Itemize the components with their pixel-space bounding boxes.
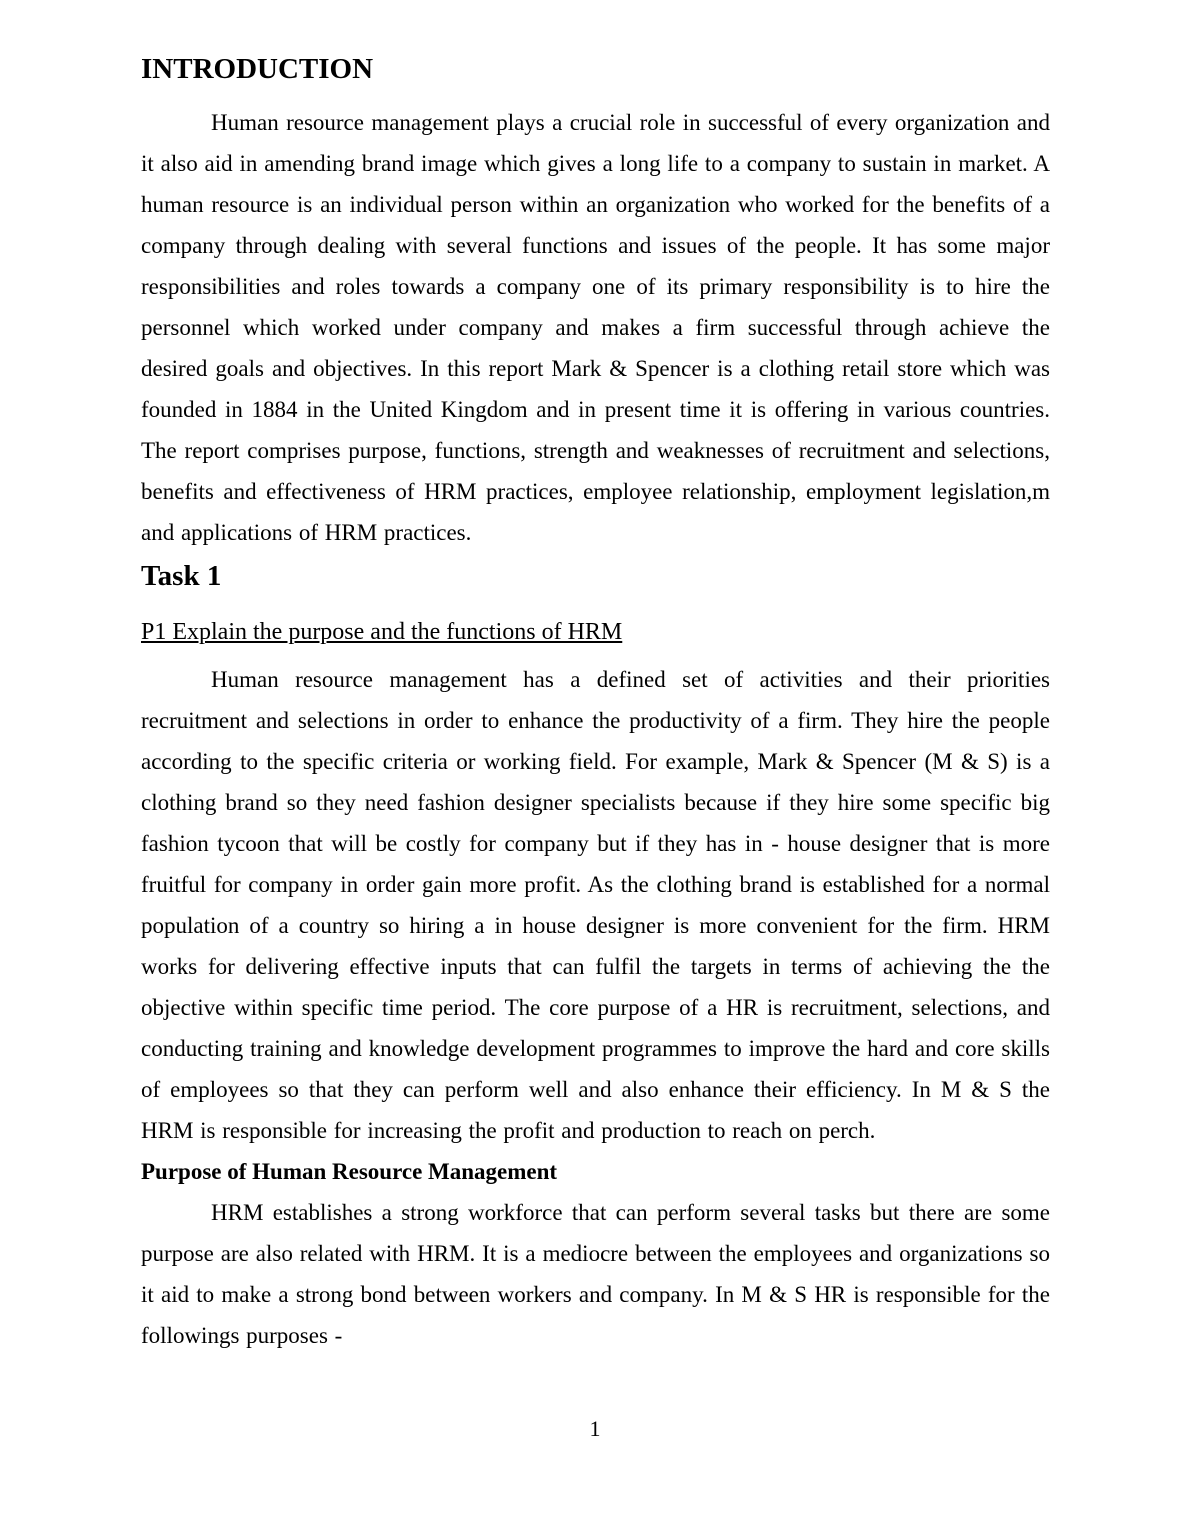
p1-paragraph: Human resource management has a defined set of activities and their priorities recruitment and selections in order to enhance the productivity of a firm. They hire the people according to the specific criteria or working field. For example, Mark & Spencer (M & S) is a clothing brand so they need fashion designer specialists because if they hire some specific big fashion tycoon that will be costly for company but if they has in - house designer that is more fruitful for company in order gain more profit. As the clothing brand is established for a normal population of a country so hiring a in house designer is more convenient for the firm. HRM works for delivering effective inputs that can fulfil the targets in terms of achieving the the objective within specific time period. The core purpose of a HR is recruitment, selections, and conducting training and knowledge development programmes to improve the hard and core skills of employees so that they can perform well and also enhance their efficiency. In M & S the HRM is responsible for increasing the profit and production to reach on perch. bbox=[141, 667, 1050, 1143]
page-number: 1 bbox=[589, 1416, 601, 1441]
purpose-paragraph: HRM establishes a strong workforce that can perform several tasks but there are some purpose are also related with HRM. It is a mediocre between the employees and organizations so it aid to make a strong bond between workers and company. In M & S HR is responsible for the followings purposes - bbox=[141, 1200, 1050, 1348]
introduction-paragraph: Human resource management plays a crucial role in successful of every organization and it also aid in amending brand image which gives a long life to a company to sustain in market. A human resource is an individual person within an organization who worked for the benefits of a company through dealing with several functions and issues of the people. It has some major responsibilities and roles towards a company one of its primary responsibility is to hire the personnel which worked under company and makes a firm successful through achieve the desired goals and objectives. In this report Mark & Spencer is a clothing retail store which was founded in 1884 in the United Kingdom and in present time it is offering in various countries. The report comprises purpose, functions, strength and weaknesses of recruitment and selections, benefits and effectiveness of HRM practices, employee relationship, employment legislation,m and applications of HRM practices. bbox=[141, 110, 1050, 545]
p1-subheading: P1 Explain the purpose and the functions of HRM bbox=[141, 619, 623, 645]
task-1-heading: Task 1 bbox=[141, 560, 222, 592]
introduction-heading: INTRODUCTION bbox=[141, 53, 374, 85]
purpose-of-hrm-heading: Purpose of Human Resource Management bbox=[141, 1159, 558, 1184]
